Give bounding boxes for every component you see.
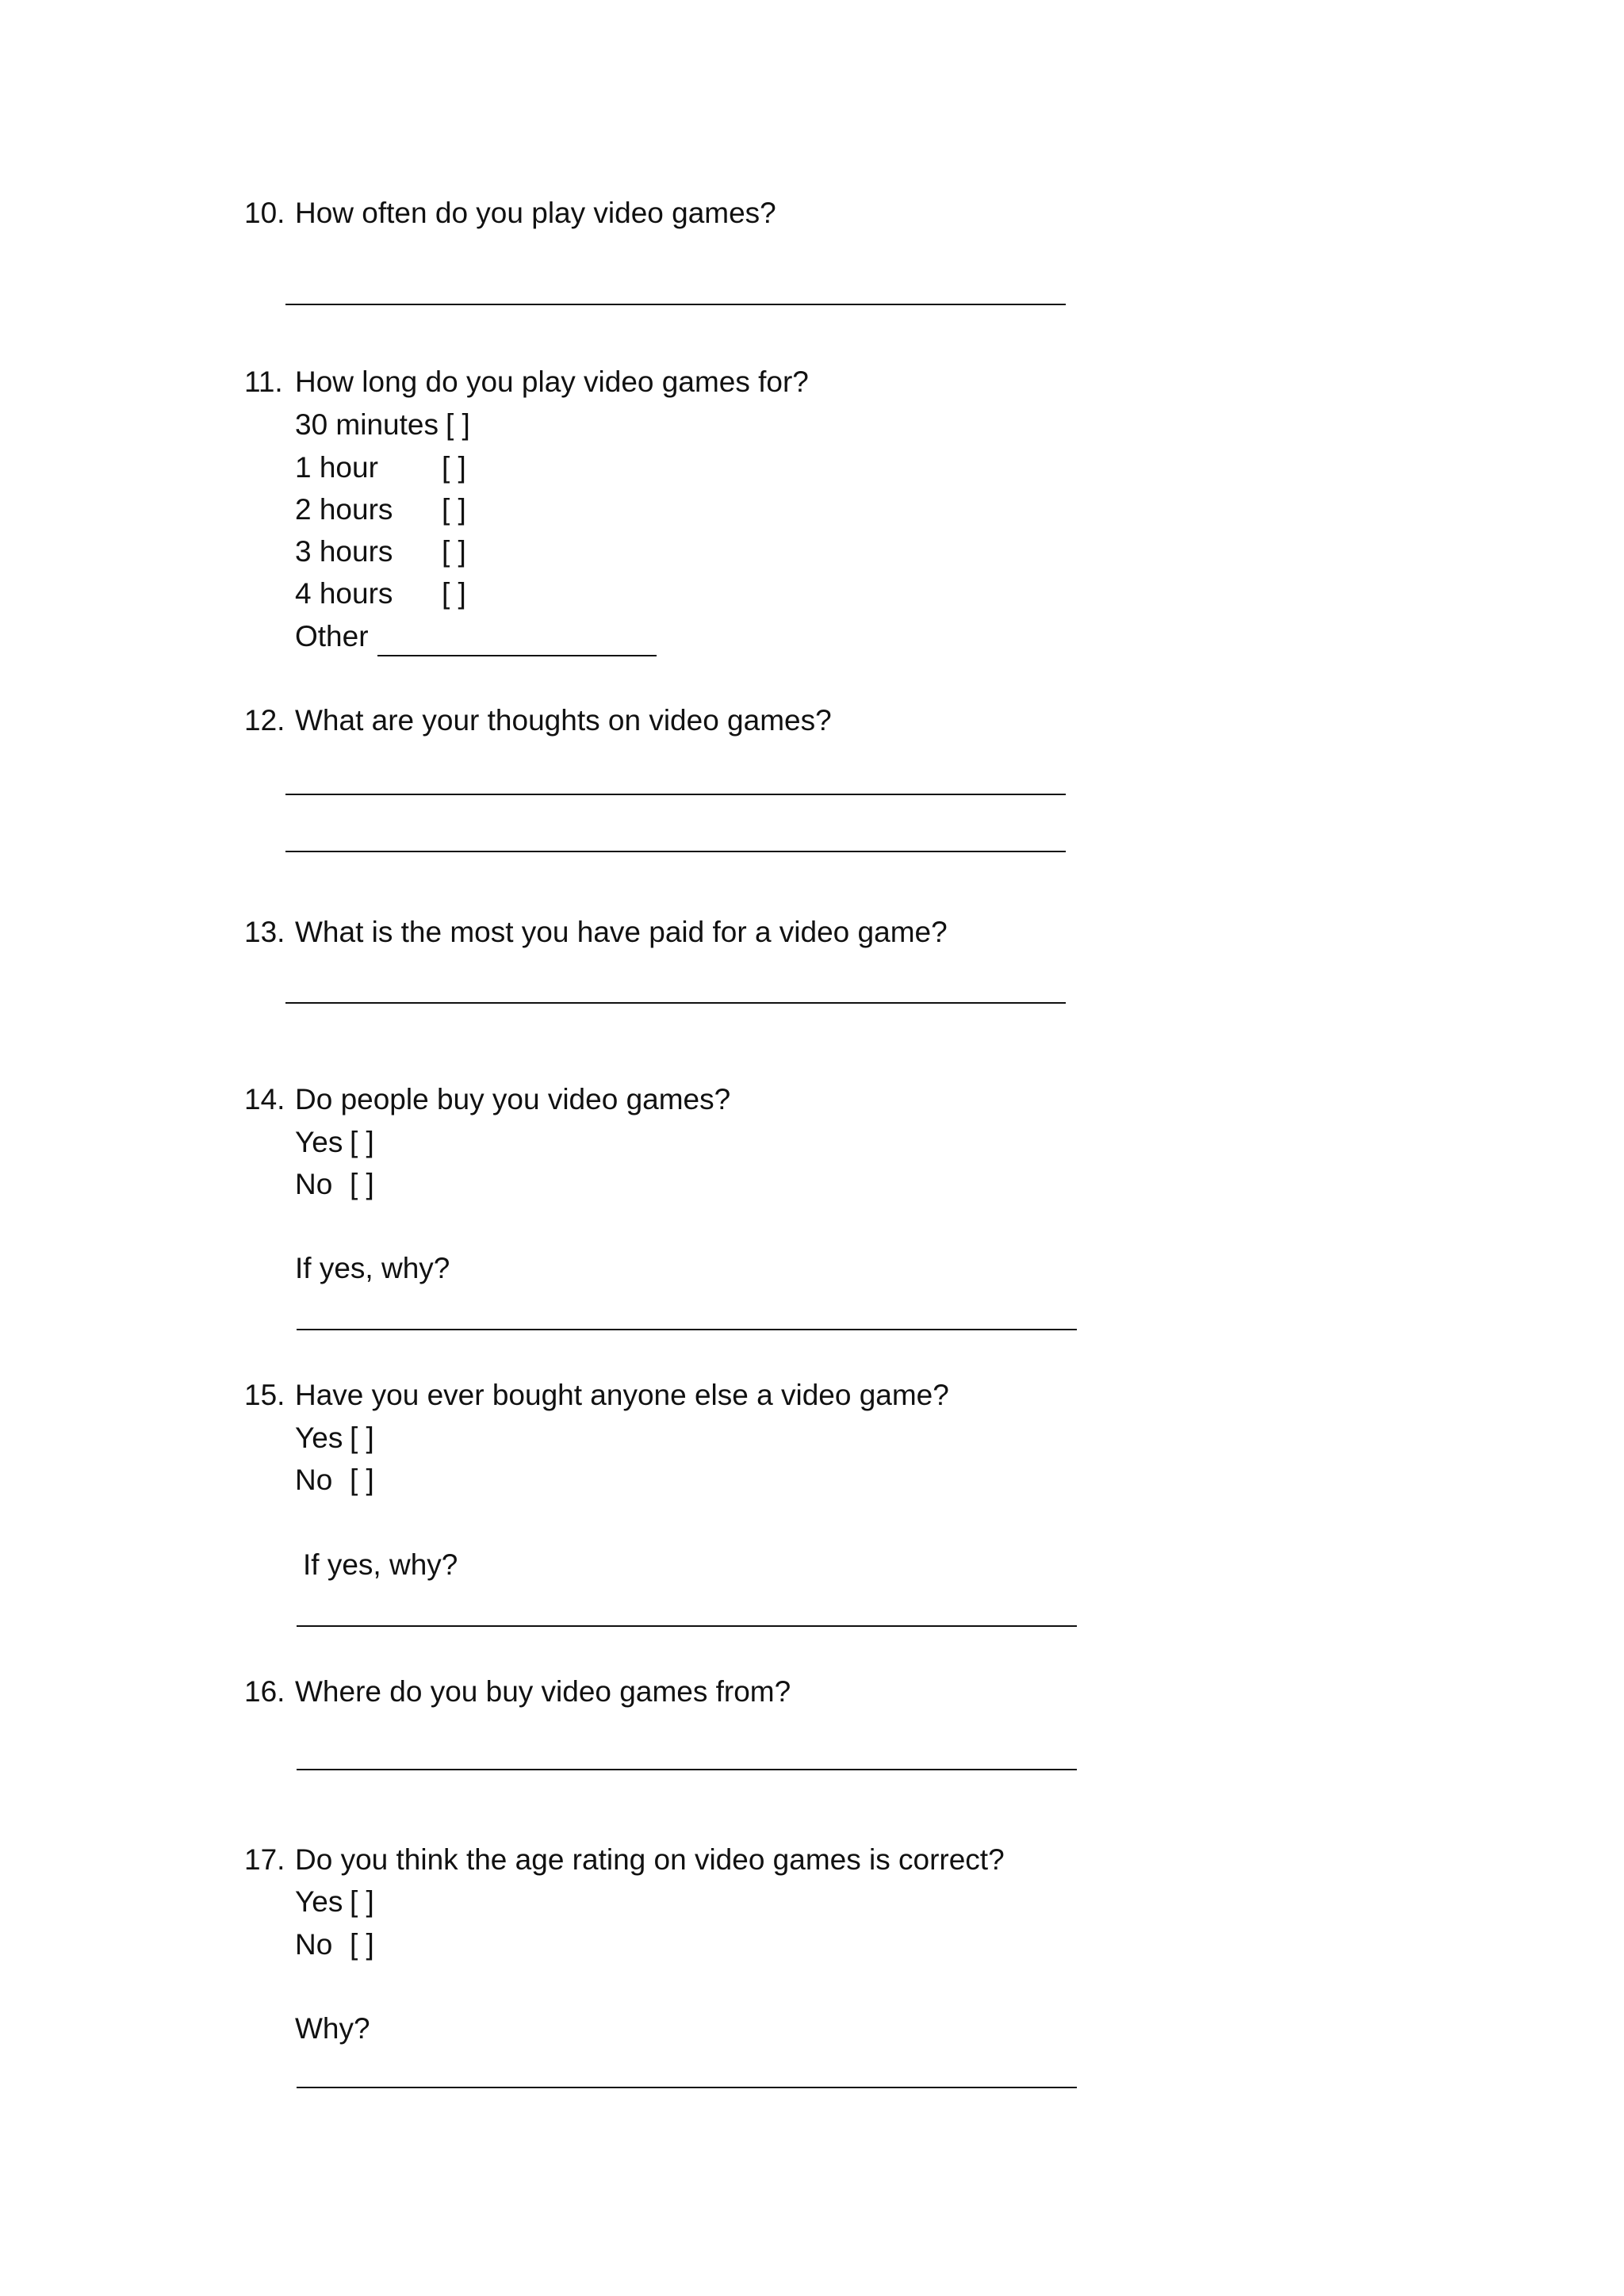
checkbox-3-hours[interactable]: [ ] (442, 535, 466, 568)
checkbox-4-hours[interactable]: [ ] (442, 577, 466, 610)
no-label: No (295, 1168, 333, 1200)
yes-label: Yes (295, 1422, 343, 1454)
other-answer-line[interactable] (377, 655, 657, 656)
follow-up-text: If yes, why? (303, 1548, 458, 1581)
answer-line[interactable] (285, 851, 1066, 852)
option-label: 2 hours (295, 493, 393, 526)
question-number: 10. (244, 197, 285, 229)
no-label: No (295, 1928, 333, 1961)
yes-label: Yes (295, 1126, 343, 1158)
answer-line[interactable] (297, 1329, 1077, 1330)
no-checkbox[interactable]: [ ] (350, 1928, 374, 1961)
question-text: How often do you play video games? (295, 197, 776, 229)
option-label: Other (295, 620, 369, 652)
answer-line[interactable] (285, 794, 1066, 795)
option-label: 30 minutes (295, 408, 439, 441)
question-text: Have you ever bought anyone else a video game? (295, 1379, 949, 1411)
no-checkbox[interactable]: [ ] (350, 1464, 374, 1496)
follow-up-text: Why? (295, 2012, 370, 2045)
checkbox-2-hours[interactable]: [ ] (442, 493, 466, 526)
question-text: Do people buy you video games? (295, 1083, 731, 1115)
answer-line[interactable] (297, 1769, 1077, 1770)
question-text: What is the most you have paid for a video game? (295, 916, 948, 948)
answer-line[interactable] (285, 1002, 1066, 1004)
option-label: 1 hour (295, 451, 378, 484)
yes-checkbox[interactable]: [ ] (350, 1422, 374, 1454)
question-number: 12. (244, 704, 285, 737)
question-text: What are your thoughts on video games? (295, 704, 832, 737)
no-checkbox[interactable]: [ ] (350, 1168, 374, 1200)
question-text: Do you think the age rating on video games is correct? (295, 1843, 1005, 1876)
question-text: How long do you play video games for? (295, 365, 809, 398)
question-number: 11. (244, 365, 283, 398)
yes-label: Yes (295, 1885, 343, 1918)
question-number: 14. (244, 1083, 285, 1115)
question-number: 16. (244, 1675, 285, 1708)
question-number: 13. (244, 916, 285, 948)
question-number: 17. (244, 1843, 285, 1876)
checkbox-1-hour[interactable]: [ ] (442, 451, 466, 484)
question-number: 15. (244, 1379, 285, 1411)
answer-line[interactable] (297, 2087, 1077, 2088)
yes-checkbox[interactable]: [ ] (350, 1126, 374, 1158)
option-label: 3 hours (295, 535, 393, 568)
answer-line[interactable] (297, 1625, 1077, 1627)
question-text: Where do you buy video games from? (295, 1675, 791, 1708)
option-label: 4 hours (295, 577, 393, 610)
yes-checkbox[interactable]: [ ] (350, 1885, 374, 1918)
follow-up-text: If yes, why? (295, 1252, 450, 1284)
checkbox-30-minutes[interactable]: [ ] (446, 408, 470, 441)
answer-line[interactable] (285, 304, 1066, 305)
no-label: No (295, 1464, 333, 1496)
